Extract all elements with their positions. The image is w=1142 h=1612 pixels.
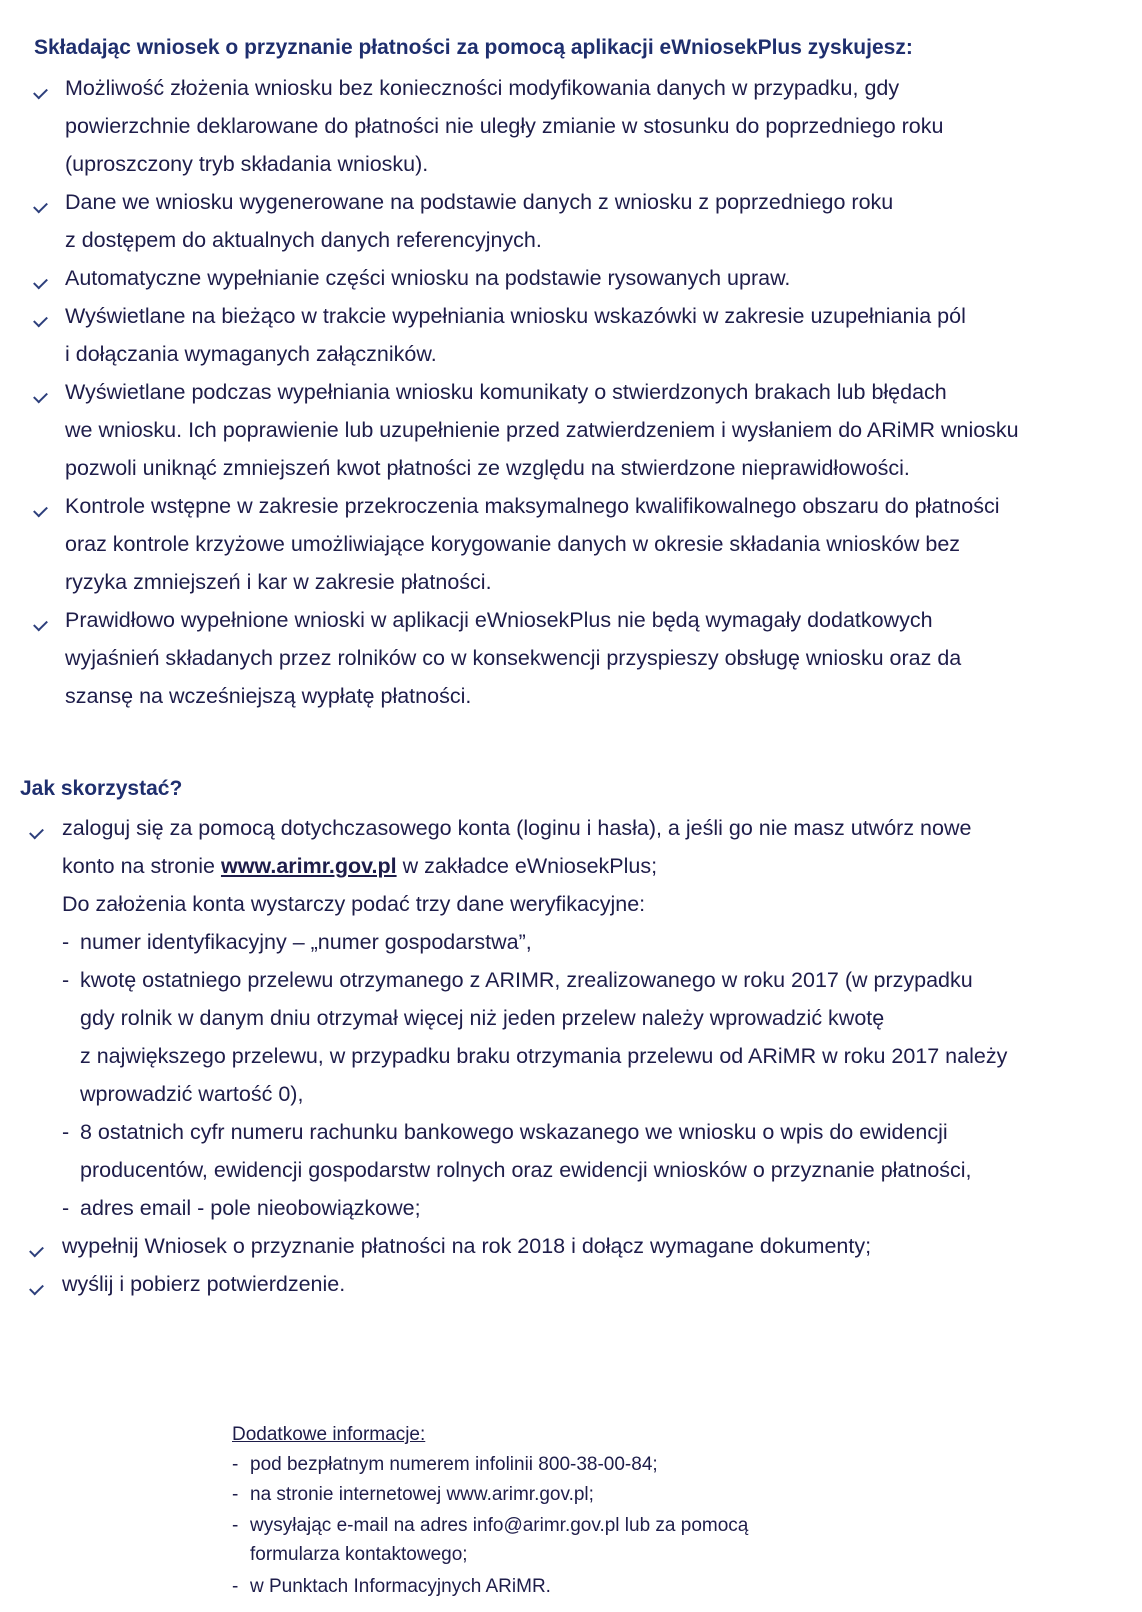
info-line: na stronie internetowej www.arimr.gov.pl;: [250, 1484, 594, 1505]
sub-line: adres email - pole nieobowiązkowe;: [80, 1196, 421, 1220]
dash-marker: -: [232, 1454, 239, 1475]
benefit-line: Wyświetlane podczas wypełniania wniosku komunikaty o stwierdzonych brakach lub błędach: [65, 380, 947, 404]
dash-marker: -: [232, 1576, 239, 1597]
benefit-line: i dołączania wymaganych załączników.: [65, 342, 437, 366]
benefit-line: powierzchnie deklarowane do płatności nie uległy zmianie w stosunku do poprzedniego roku: [65, 114, 944, 138]
step-line: zaloguj się za pomocą dotychczasowego konta (loginu i hasła), a jeśli go nie masz utwórz nowe: [62, 816, 972, 840]
checkmark-icon: [33, 275, 48, 290]
checkmark-icon: [33, 503, 48, 518]
checkmark-icon: [29, 825, 44, 840]
step-line: [62, 854, 657, 878]
info-line: w Punktach Informacyjnych ARiMR.: [250, 1576, 551, 1597]
benefit-line: Kontrole wstępne w zakresie przekroczenia maksymalnego kwalifikowalnego obszaru do płatności: [65, 494, 1000, 518]
checkmark-icon: [33, 85, 48, 100]
benefit-line: Wyświetlane na bieżąco w trakcie wypełniania wniosku wskazówki w zakresie uzupełniania pól: [65, 304, 966, 328]
info-line: wysyłając e-mail na adres info@arimr.gov.pl lub za pomocą: [250, 1515, 749, 1536]
dash-marker: -: [62, 968, 70, 992]
sub-line: producentów, ewidencji gospodarstw rolnych oraz ewidencji wniosków o przyznanie płatności,: [80, 1158, 972, 1182]
benefit-line: Automatyczne wypełnianie części wniosku na podstawie rysowanych upraw.: [65, 266, 791, 290]
dash-marker: -: [232, 1484, 239, 1505]
sub-line: gdy rolnik w danym dniu otrzymał więcej niż jeden przelew należy wprowadzić kwotę: [80, 1006, 885, 1030]
benefit-line: Dane we wniosku wygenerowane na podstawie danych z wniosku z poprzedniego roku: [65, 190, 894, 214]
section2-heading: Jak skorzystać?: [20, 777, 183, 800]
benefit-line: we wniosku. Ich poprawienie lub uzupełnienie przed zatwierdzeniem i wysłaniem do ARiMR wniosku: [65, 418, 1019, 442]
dash-marker: -: [62, 1120, 70, 1144]
benefit-line: wyjaśnień składanych przez rolników co w konsekwencji przyspieszy obsługę wniosku oraz da: [65, 646, 962, 670]
section1-heading: Składając wniosek o przyznanie płatności za pomocą aplikacji eWniosekPlus zyskujesz:: [34, 36, 913, 59]
sub-line: wprowadzić wartość 0),: [80, 1082, 304, 1106]
step-text: konto na stronie: [62, 854, 221, 878]
info-title: Dodatkowe informacje:: [232, 1424, 426, 1445]
checkmark-icon: [33, 389, 48, 404]
checkmark-icon: [33, 617, 48, 632]
dash-marker: -: [232, 1515, 239, 1536]
dash-marker: -: [62, 1196, 70, 1220]
checkmark-icon: [33, 313, 48, 328]
sub-line: numer identyfikacyjny – „numer gospodarstwa”,: [80, 930, 532, 954]
checkmark-icon: [29, 1281, 44, 1296]
benefit-line: oraz kontrole krzyżowe umożliwiające korygowanie danych w okresie składania wniosków bez: [65, 532, 961, 556]
checkmark-icon: [33, 199, 48, 214]
benefit-line: szansę na wcześniejszą wypłatę płatności.: [65, 684, 472, 708]
benefit-line: (uproszczony tryb składania wniosku).: [65, 152, 429, 176]
step-line: Do założenia konta wystarczy podać trzy dane weryfikacyjne:: [62, 892, 646, 916]
benefit-line: Prawidłowo wypełnione wnioski w aplikacji eWniosekPlus nie będą wymagały dodatkowych: [65, 608, 933, 632]
benefit-line: pozwoli uniknąć zmniejszeń kwot płatności ze względu na stwierdzone nieprawidłowości.: [65, 456, 910, 480]
step-line: wypełnij Wniosek o przyznanie płatności na rok 2018 i dołącz wymagane dokumenty;: [62, 1234, 872, 1258]
sub-line: z największego przelewu, w przypadku braku otrzymania przelewu od ARiMR w roku 2017 należy: [80, 1044, 1008, 1068]
sub-line: 8 ostatnich cyfr numeru rachunku bankowego wskazanego we wniosku o wpis do ewidencji: [80, 1120, 948, 1144]
step-line: wyślij i pobierz potwierdzenie.: [62, 1272, 346, 1296]
benefit-line: Możliwość złożenia wniosku bez konieczności modyfikowania danych w przypadku, gdy: [65, 76, 900, 100]
info-line: pod bezpłatnym numerem infolinii 800-38-00-84;: [250, 1454, 658, 1475]
dash-marker: -: [62, 930, 70, 954]
sub-line: kwotę ostatniego przelewu otrzymanego z ARIMR, zrealizowanego w roku 2017 (w przypadku: [80, 968, 973, 992]
arimr-website-link[interactable]: www.arimr.gov.pl: [220, 854, 397, 878]
step-text: w zakładce eWniosekPlus;: [396, 854, 658, 878]
benefit-line: ryzyka zmniejszeń i kar w zakresie płatności.: [65, 570, 492, 594]
checkmark-icon: [29, 1243, 44, 1258]
info-line: formularza kontaktowego;: [250, 1544, 468, 1565]
benefit-line: z dostępem do aktualnych danych referencyjnych.: [65, 228, 542, 252]
